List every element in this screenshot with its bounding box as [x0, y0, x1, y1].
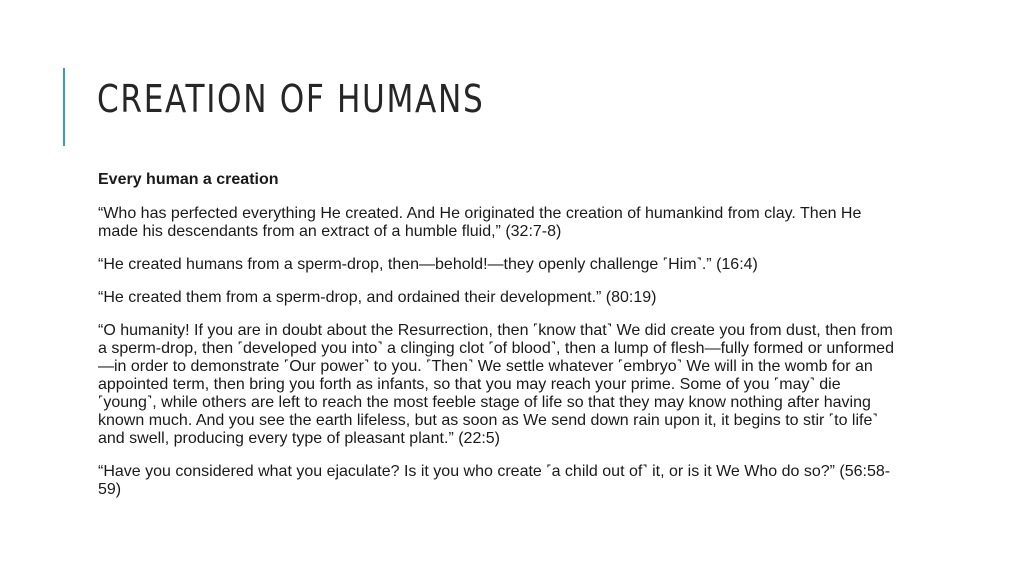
title-accent-bar	[63, 68, 65, 146]
quote-paragraph: “Who has perfected everything He created. And He originated the creation of humankind from clay. Then He made his descendants from an extract of a humble fluid,” (32:7-8)	[98, 205, 862, 240]
quote-paragraph: “He created them from a sperm-drop, and ordained their development.” (80:19)	[98, 289, 657, 306]
slide-title: CREATION OF HUMANS	[97, 77, 485, 121]
quote-paragraph: “He created humans from a sperm-drop, then—behold!—they openly challenge ˹Him˺.” (16:4)	[98, 256, 758, 273]
quote-paragraph: “Have you considered what you ejaculate? Is it you who create ˹a child out of˺ it, or is it We Who do so?” (56:58-59)	[98, 463, 891, 498]
quote-paragraph: “O humanity! If you are in doubt about the Resurrection, then ˹know that˺ We did create you from dust, then from a sperm-drop, then ˹developed you into˺ a clinging clot ˹of blood˺, then a lump of flesh—fully formed or unformed—in order to demonstrate ˹Our power˺ to you. ˹Then˺ We settle whatever ˹embryo˺ We will in the womb for an appointed term, then bring you forth as infants, so that you may reach your prime. Some of you ˹may˺ die ˹young˺, while others are left to reach the most feeble stage of life so that they may know nothing after having known much. And you see the earth lifeless, but as soon as We send down rain upon it, it begins to stir ˹to life˺ and swell, producing every type of pleasant plant.” (22:5)	[98, 322, 894, 447]
slide-body	[98, 170, 898, 514]
subheading: Every human a creation	[98, 171, 279, 188]
